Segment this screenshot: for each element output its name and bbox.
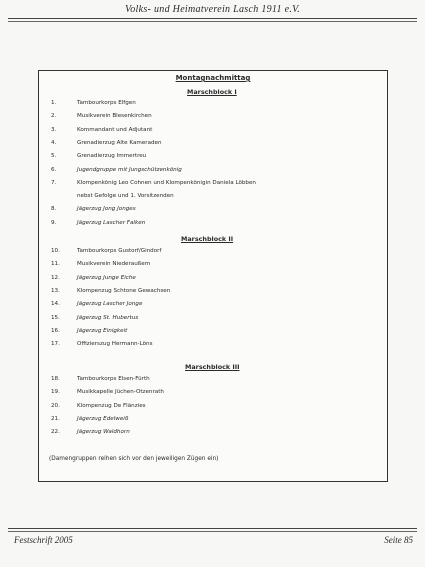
parade-item-number: 18. xyxy=(51,376,60,382)
parade-item-number: 9. xyxy=(51,219,57,226)
parade-item xyxy=(51,341,381,347)
header-rule xyxy=(8,18,417,19)
parade-item-text: Klompenzug De Flänzies xyxy=(77,402,146,409)
parade-item-number: 10. xyxy=(51,248,60,254)
parade-item xyxy=(51,140,381,146)
parade-item-text: Musikverein Niederaußem xyxy=(77,261,151,268)
parade-item-number: 2. xyxy=(51,113,57,120)
parade-item xyxy=(51,100,381,106)
footer-rule xyxy=(8,528,417,529)
parade-item xyxy=(51,376,381,382)
parade-item-text: Jägerzug Edelweiß xyxy=(77,415,129,422)
parade-item-text: Kommandant und Adjutant xyxy=(77,126,153,133)
parade-item xyxy=(51,261,381,267)
parade-item-number: 16. xyxy=(51,327,60,334)
parade-item xyxy=(51,403,381,409)
parade-item-number: 6. xyxy=(51,166,57,173)
parade-item xyxy=(51,206,381,212)
parade-item-text: Musikverein Blesenkirchen xyxy=(77,113,152,120)
parade-item-number: 13. xyxy=(51,287,60,294)
parade-item xyxy=(51,429,381,435)
parade-item-text: Jugendgruppe mit Jungschützenkönig xyxy=(77,166,182,173)
parade-item xyxy=(51,113,381,119)
parade-item xyxy=(51,315,381,321)
ladies-groups-note: (Damengruppen reihen sich vor den jeweiligen Zügen ein) xyxy=(49,456,219,462)
parade-item-text: Jägerzug Jong Jonges xyxy=(77,206,136,213)
header-rule-thin xyxy=(8,21,417,22)
parade-item xyxy=(51,389,381,395)
parade-item-number: 22. xyxy=(51,429,60,436)
parade-item xyxy=(51,328,381,334)
parade-item-text: Klompenkönig Leo Cohnen und Klompenkönigin Daniela Löbben xyxy=(77,179,256,186)
parade-item-number: 17. xyxy=(51,341,60,348)
marschblock-title: Marschblock I xyxy=(187,88,237,96)
footer-page-number: Seite 85 xyxy=(384,535,413,545)
footer-rule-thin xyxy=(8,531,417,532)
parade-item-number: 15. xyxy=(51,314,60,321)
parade-item-number: 12. xyxy=(51,274,60,281)
parade-item-text: Offizierszug Hermann-Löns xyxy=(77,341,153,348)
parade-item xyxy=(51,153,381,159)
parade-item-number: 4. xyxy=(51,139,57,146)
parade-item-number: 14. xyxy=(51,301,60,308)
parade-item-text: nebst Gefolge und 1. Vorsitzenden xyxy=(77,193,174,200)
parade-item-text: Klompenzug Schtone Gewachsen xyxy=(77,287,171,294)
parade-item xyxy=(51,167,381,173)
parade-item-number: 20. xyxy=(51,402,60,409)
footer-publication: Festschrift 2005 xyxy=(14,535,73,545)
marschblock-title: Marschblock III xyxy=(185,363,240,371)
parade-item xyxy=(51,193,381,199)
parade-item-text: Tambourkorps Elfgen xyxy=(77,100,136,106)
parade-item-text: Grenadierzug Alte Kameraden xyxy=(77,139,162,146)
parade-item xyxy=(51,416,381,422)
parade-item-text: Jägerzug Einigkeit xyxy=(77,327,128,334)
parade-item xyxy=(51,220,381,226)
parade-item-text: Musikkapelle Jüchen-Otzenrath xyxy=(77,389,164,396)
parade-item xyxy=(51,301,381,307)
parade-item-number: 7. xyxy=(51,179,57,186)
parade-item-text: Jägerzug Lascher Jonge xyxy=(77,301,143,308)
parade-item-text: Grenadierzug Immertreu xyxy=(77,153,147,160)
document-title: Montagnachmittag xyxy=(175,74,251,82)
parade-item-text: Tambourkorps Gustorf/Gindorf xyxy=(77,248,162,254)
parade-item xyxy=(51,288,381,294)
parade-item-number: 8. xyxy=(51,206,57,213)
parade-item-text: Tambourkorps Elsen-Fürth xyxy=(77,376,150,382)
parade-item-text: Jägerzug Junge Eiche xyxy=(77,274,136,281)
parade-item xyxy=(51,248,381,254)
parade-item-text: Jägerzug Waldhorn xyxy=(77,429,130,436)
parade-item-number: 19. xyxy=(51,389,60,396)
parade-item xyxy=(51,127,381,133)
marschblock-title: Marschblock II xyxy=(181,235,234,243)
parade-item xyxy=(51,275,381,281)
parade-item-number: 1. xyxy=(51,100,57,106)
parade-order-box xyxy=(38,70,388,482)
parade-item-text: Jägerzug St. Hubertus xyxy=(77,314,139,321)
page-header-title: Volks- und Heimatverein Lasch 1911 e.V. xyxy=(124,4,301,15)
parade-item-number: 3. xyxy=(51,126,57,133)
parade-item-number: 5. xyxy=(51,153,57,160)
parade-item xyxy=(51,180,381,186)
parade-item-number: 21. xyxy=(51,415,60,422)
parade-item-text: Jägerzug Lascher Falken xyxy=(77,219,146,226)
parade-item-number: 11. xyxy=(51,261,60,268)
